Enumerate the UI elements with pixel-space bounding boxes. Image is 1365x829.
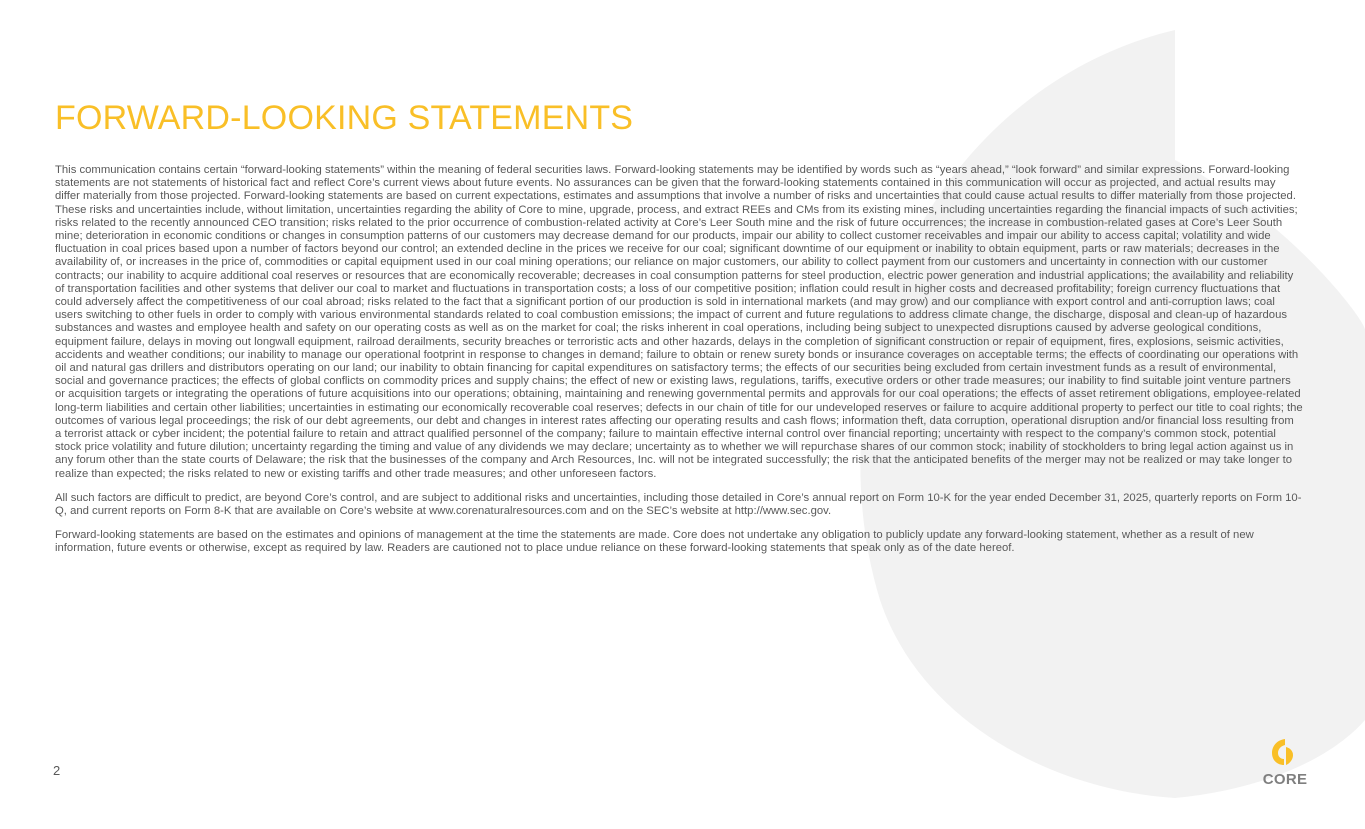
statement-body bbox=[55, 164, 1303, 567]
page-title: FORWARD-LOOKING STATEMENTS bbox=[55, 99, 634, 137]
core-logo-text: CORE bbox=[1262, 771, 1308, 788]
page-number: 2 bbox=[53, 763, 61, 778]
statement-paragraph-risks: This communication contains certain “forward-looking statements” within the meaning of federal securities laws. Forward-looking statements may be identified by words such as “years ahead,” “look forward” and similar expressions. Forward-looking statements are not statements of historical fact and reflect Core’s current views about future events. No assurances can be given that the forward-looking statements contained in this communication will occur as projected, and actual results may differ materially from those projected. Forward-looking statements are based on current expectations, estimates and assumptions that involve a number of risks and uncertainties that could cause actual results to differ materially from those projected. These risks and uncertainties include, without limitation, uncertainties regarding the ability of Core to mine, upgrade, process, and extract REEs and CMs from its existing mines, including uncertainties regarding the financial impacts of such activities; risks related to the recently announced CEO transition; risks related to the prior occurrence of combustion-related activity at Core’s Leer South mine and the risk of future occurrences; the increase in combustion-related gases at Core’s Leer South mine; deterioration in economic conditions or changes in consumption patterns of our customers may decrease demand for our products, impair our ability to collect customer receivables and impair our ability to access capital; volatility and wide fluctuation in coal prices based upon a number of factors beyond our control; an extended decline in the prices we receive for our coal; significant downtime of our equipment or inability to obtain equipment, parts or raw materials; decreases in the availability of, or increases in the price of, commodities or capital equipment used in our coal mining operations; our reliance on major customers, our ability to collect payment from our customers and uncertainty in connection with our customer contracts; our inability to acquire additional coal reserves or resources that are economically recoverable; decreases in coal consumption patterns for steel production, electric power generation and industrial applications; the availability and reliability of transportation facilities and other systems that deliver our coal to market and fluctuations in transportation costs; a loss of our competitive position; inflation could result in higher costs and decreased profitability; foreign currency fluctuations that could adversely affect the competitiveness of our coal abroad; risks related to the fact that a significant portion of our production is sold in international markets (and may grow) and our compliance with export control and anti-corruption laws; coal users switching to other fuels in order to comply with various environmental standards related to coal combustion emissions; the impact of current and future regulations to address climate change, the discharge, disposal and clean-up of hazardous substances and wastes and employee health and safety on our operating costs as well as on the market for coal; the risks inherent in coal operations, including being subject to unexpected disruptions caused by adverse geological conditions, equipment failure, delays in moving out longwall equipment, railroad derailments, security breaches or terroristic acts and other hazards, delays in the completion of significant construction or repair of equipment, fires, explosions, seismic activities, accidents and weather conditions; our inability to manage our operational footprint in response to changes in demand; failure to obtain or renew surety bonds or insurance coverages on acceptable terms; the effects of coordinating our operations with oil and natural gas drillers and distributors operating on our land; our inability to obtain financing for capital expenditures on satisfactory terms; the effects of our securities being excluded from certain investment funds as a result of environmental, social and governance practices; the effects of global conflicts on commodity prices and supply chains; the effect of new or existing laws, regulations, tariffs, executive orders or other trade measures; our inability to find suitable joint venture partners or acquisition targets or integrating the operations of future acquisitions into our operations; obtaining, maintaining and renewing governmental permits and approvals for our coal operations; the effects of asset retirement obligations, employee-related long-term liabilities and certain other liabilities; uncertainties in estimating our economically recoverable coal reserves; defects in our chain of title for our undeveloped reserves or failure to acquire additional property to perfect our title to coal rights; the outcomes of various legal proceedings; the risk of our debt agreements, our debt and changes in interest rates affecting our operating results and cash flows; information theft, data corruption, operational disruption and/or financial loss resulting from a terrorist attack or cyber incident; the potential failure to retain and attract qualified personnel of the company; failure to maintain effective internal control over financial reporting; uncertainty with respect to the company’s common stock, potential stock price volatility and future dilution; uncertainty regarding the timing and value of any dividends we may declare; uncertainty as to whether we will repurchase shares of our common stock; inability of stockholders to bring legal action against us in any forum other than the state courts of Delaware; the risk that the businesses of the company and Arch Resources, Inc. will not be integrated successfully; the risk that the anticipated benefits of the merger may not be realized or may take longer to realize than expected; the risks related to new or existing tariffs and other trade measures; and other unforeseen factors. bbox=[55, 164, 1303, 480]
core-logo bbox=[1256, 736, 1314, 792]
core-logo-icon bbox=[1271, 738, 1295, 766]
statement-paragraph-disclaimer: Forward-looking statements are based on the estimates and opinions of management at the time the statements are made. Core does not undertake any obligation to publicly update any forward-looking statement, whether as a result of new information, future events or otherwise, except as required by law. Readers are cautioned not to place undue reliance on these forward-looking statements that speak only as of the date hereof. bbox=[55, 529, 1254, 555]
statement-paragraph-factors: All such factors are difficult to predict, are beyond Core’s control, and are subject to additional risks and uncertainties, including those detailed in Core’s annual report on Form 10-K for the year ended December 31, 2025, quarterly reports on Form 10-Q, and current reports on Form 8-K that are available on Core’s website at www.corenaturalresources.com and on the SEC’s website at http://www.sec.gov. bbox=[55, 491, 1302, 518]
